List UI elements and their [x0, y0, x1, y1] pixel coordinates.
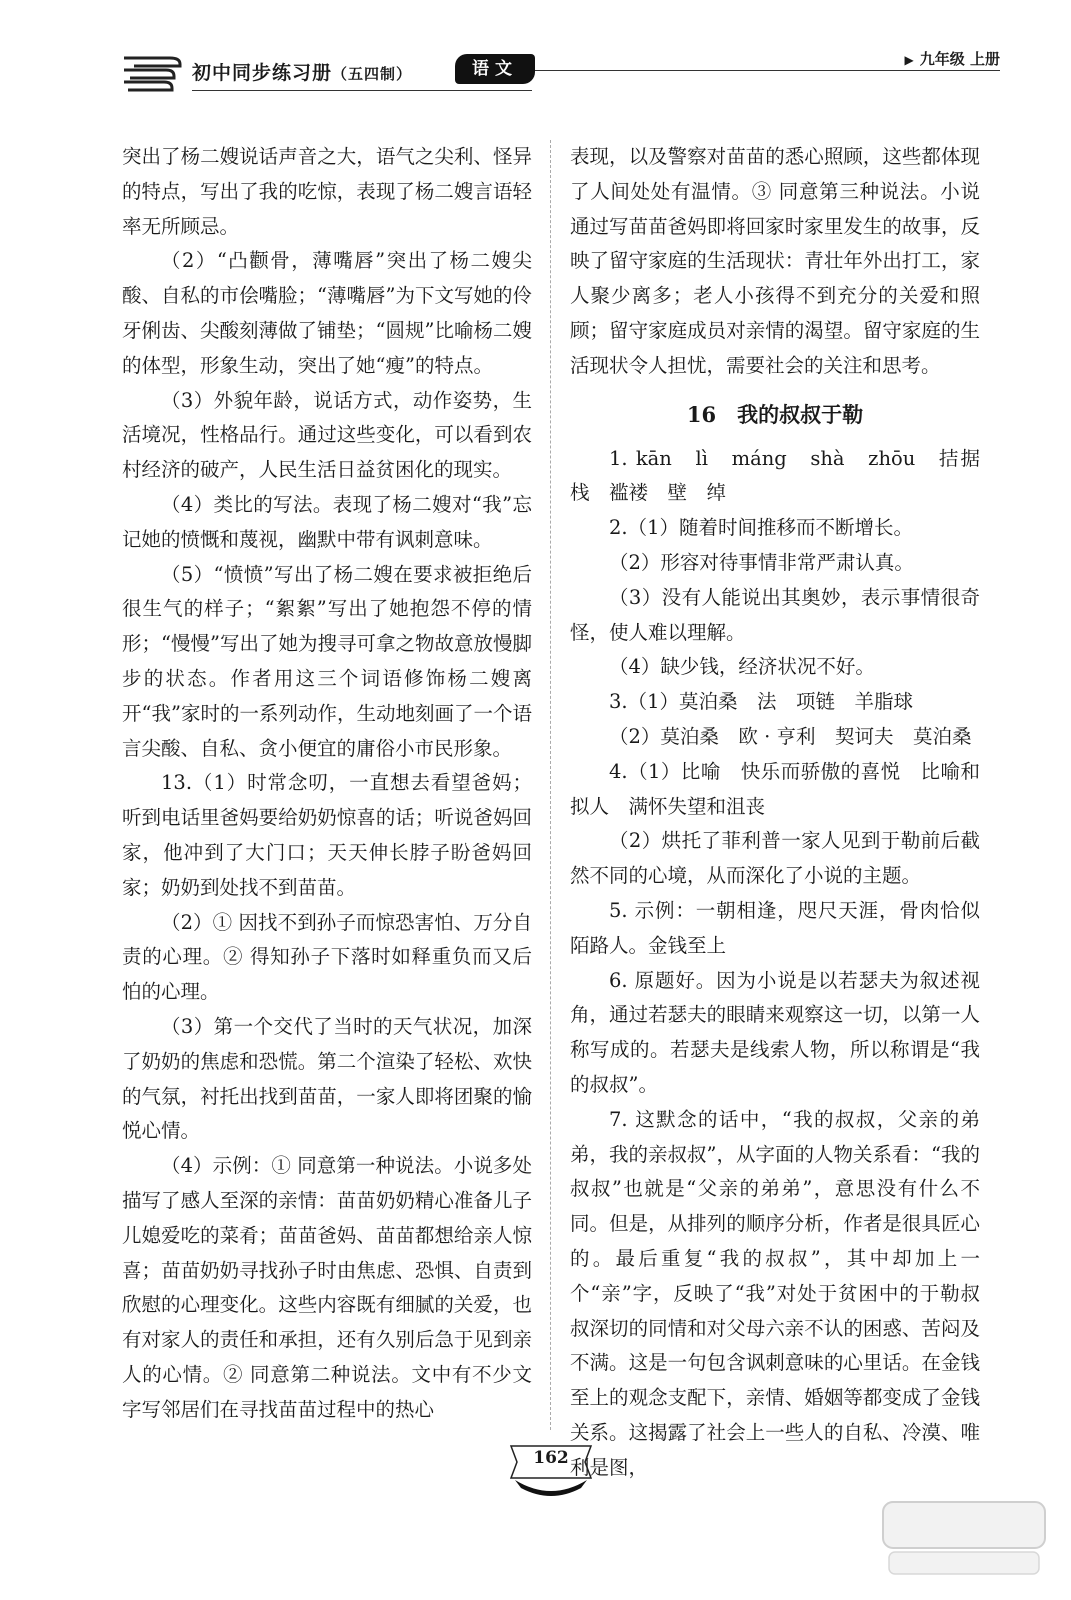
answer-paragraph: 表现，以及警察对苗苗的悉心照顾，这些都体现了人间处处有温情。③ 同意第三种说法。小说通过写苗苗爸妈即将回家时家里发生的故事，反映了留守家庭的生活现状：青壮年外出打工，家人聚少离多；老人小孩得不到充分的关爱和照顾；留守家庭成员对亲情的渴望。留守家庭的生活现状令人担忧，需要社会的关注和思考。 — [570, 145, 980, 377]
answer-paragraph: 7. 这默念的话中，“我的叔叔，父亲的弟弟，我的亲叔叔”，从字面的人物关系看：“我的叔叔”也就是“父亲的弟弟”，意思没有什么不同。但是，从排列的顺序分析，作者是很具匠心的。最后重复“我的叔叔”，其中却加上一个“亲”字，反映了“我”对处于贫困中的于勒叔叔深切的同情和对父母六亲不认的困惑、苦闷及不满。这是一句包含讽刺意味的心里话。在金钱至上的观念支配下，亲情、婚姻等都变成了金钱关系。这揭露了社会上一些人的自私、冷漠、唯利是图， — [570, 1107, 980, 1479]
answer-paragraph: （4）类比的写法。表现了杨二嫂对“我”忘记她的愤慨和蔑视，幽默中带有讽刺意味。 — [122, 492, 532, 551]
answer-paragraph: 4.（1）比喻 快乐而骄傲的喜悦 比喻和拟人 满怀失望和沮丧 — [570, 759, 980, 818]
answer-paragraph: （2）① 因找不到孙子而惊恐害怕、万分自责的心理。② 得知孙子下落时如释重负而又后怕的心理。 — [122, 910, 532, 1004]
book-edition: （五四制） — [332, 65, 413, 83]
page-footer — [505, 1440, 597, 1500]
answer-paragraph: （3）第一个交代了当时的天气状况，加深了奶奶的焦虑和恐慌。第二个渲染了轻松、欢快的气氛，衬托出找到苗苗，一家人即将团聚的愉悦心情。 — [122, 1014, 532, 1143]
answer-paragraph: 5. 示例：一朝相逢，咫尺天涯，骨肉恰似陌路人。金钱至上 — [570, 898, 980, 957]
left-column — [122, 140, 532, 1427]
answer-paragraph: （2）烘托了菲利普一家人见到于勒前后截然不同的心境，从而深化了小说的主题。 — [570, 829, 980, 888]
page-number: 162 — [533, 1448, 569, 1468]
page-header — [120, 44, 1000, 104]
answer-paragraph: 3.（1）莫泊桑 法 项链 羊脂球 — [609, 690, 914, 714]
column-divider — [550, 140, 551, 1430]
book-title-text: 初中同步练习册 — [192, 62, 333, 84]
answer-paragraph: （5）“愤愤”写出了杨二嫂在要求被拒绝后很生气的样子；“絮絮”写出了她抱怨不停的情形；“慢慢”写出了她为搜寻可拿之物故意放慢脚步的状态。作者用这三个词语修饰杨二嫂离开“我”家时的一系列动作，生动地刻画了一个语言尖酸、自私、贪小便宜的庸俗小市民形象。 — [122, 562, 532, 760]
section-title: 16 我的叔叔于勒 — [686, 401, 864, 427]
header-rule — [535, 70, 1000, 71]
answer-paragraph: （4）示例：① 同意第一种说法。小说多处描写了感人至深的亲情：苗苗奶奶精心准备儿子儿媳爱吃的菜肴；苗苗爸妈、苗苗都想给亲人惊喜；苗苗奶奶寻找孙子时由焦虑、恐惧、自责到欣慰的心理变化。这些内容既有细腻的关爱，也有对家人的责任和承担，还有久别后急于见到亲人的心情。② 同意第二种说法。文中有不少文字写邻居们在寻找苗苗过程中的热心 — [122, 1154, 532, 1421]
watermark-logo-icon — [879, 1498, 1049, 1578]
right-column-answers — [570, 442, 1000, 1486]
subject-badge: 语文 — [455, 54, 535, 84]
book-logo-icon — [120, 52, 190, 96]
answer-paragraph: 13.（1）时常念叨，一直想去看望爸妈；听到电话里爸妈要给奶奶惊喜的话；听说爸妈回家，他冲到了大门口；天天伸长脖子盼爸妈回家；奶奶到处找不到苗苗。 — [122, 771, 532, 899]
right-column — [570, 140, 1000, 1485]
answer-paragraph: 1. kān lì máng shà zhōu 拮据 栈 褴褛 壁 绰 — [570, 446, 1000, 505]
answer-paragraph: （2）形容对待事情非常严肃认真。 — [609, 550, 914, 574]
right-column-continuation — [570, 140, 980, 384]
answer-paragraph: （2）“凸颧骨，薄嘴唇”突出了杨二嫂尖酸、自私的市侩嘴脸；“薄嘴唇”为下文写她的伶牙俐齿、尖酸刻薄做了铺垫；“圆规”比喻杨二嫂的体型，形象生动，突出了她“瘦”的特点。 — [122, 249, 532, 377]
play-triangle-icon: ▶ — [904, 53, 914, 67]
answer-paragraph: （4）缺少钱，经济状况不好。 — [609, 655, 875, 679]
answer-paragraph: 6. 原题好。因为小说是以若瑟夫为叙述视角，通过若瑟夫的眼睛来观察这一切，以第一人称写成的。若瑟夫是线索人物，所以称谓是“我的叔叔”。 — [570, 968, 980, 1096]
answer-paragraph: 突出了杨二嫂说话声音之大，语气之尖利、怪异的特点，写出了我的吃惊，表现了杨二嫂言语轻率无所顾忌。 — [122, 145, 532, 238]
answer-paragraph: （3）没有人能说出其奥妙，表示事情很奇怪，使人难以理解。 — [570, 585, 980, 644]
book-title — [192, 58, 412, 85]
answer-paragraph: 2.（1）随着时间推移而不断增长。 — [609, 516, 914, 540]
grade-label — [905, 48, 1000, 69]
answer-paragraph: （2）莫泊桑 欧 · 亨利 契诃夫 莫泊桑 — [609, 724, 972, 748]
grade-text: 九年级 上册 — [919, 50, 1000, 68]
answer-paragraph: （3）外貌年龄，说话方式，动作姿势，生活境况，性格品行。通过这些变化，可以看到农村经济的破产，人民生活日益贫困化的现实。 — [122, 388, 532, 482]
header-underline — [192, 90, 532, 91]
